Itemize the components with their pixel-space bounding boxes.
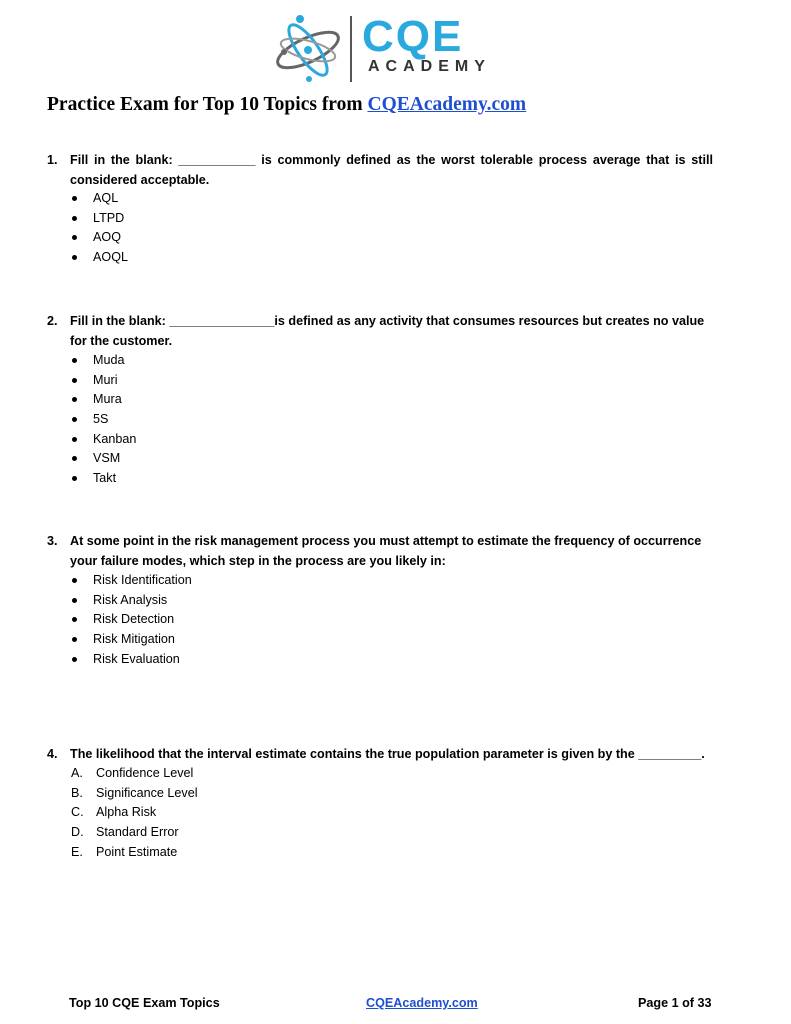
option[interactable]: 5S [69,410,136,430]
question-text-line-1: Fill in the blank: _______________is defined as any activity that consumes resources but creates no value [70,314,705,328]
option-label: Standard Error [96,825,179,840]
question-2-options [69,351,136,489]
option[interactable]: AQL [69,189,128,209]
question-2 [47,311,713,351]
option-letter: C. [71,805,84,820]
option[interactable]: Risk Identification [69,571,192,591]
footer-link[interactable]: CQEAcademy.com [366,996,478,1010]
option[interactable] [69,764,198,784]
question-number: 3. [47,534,58,548]
option[interactable]: Risk Detection [69,610,192,630]
option[interactable]: Risk Evaluation [69,650,192,670]
option-letter: A. [71,766,83,780]
question-4-options [69,764,198,862]
question-text-line-1: At some point in the risk management process you must attempt to estimate the frequency of occurrence [70,534,702,548]
option-letter: E. [71,844,83,859]
option[interactable]: Kanban [69,430,136,450]
footer-left: Top 10 CQE Exam Topics [69,996,220,1010]
option[interactable]: Mura [69,390,136,410]
option[interactable]: LTPD [69,209,128,229]
question-text-line-2: your failure modes, which step in the process are you likely in: [70,554,446,568]
question-text-line-2: for the customer. [70,334,173,348]
question-number: 4. [47,747,58,761]
option[interactable]: AOQL [69,248,128,268]
option[interactable] [69,843,198,863]
question-1 [47,150,713,190]
option[interactable]: Muri [69,371,136,391]
option[interactable] [69,803,198,823]
atom-icon [272,14,346,84]
cqe-academy-logo [272,12,491,84]
option-label: Alpha Risk [96,805,157,820]
option[interactable]: Muda [69,351,136,371]
question-number: 1. [47,153,58,167]
option-label: Point Estimate [96,844,178,859]
document-title [47,94,526,116]
title-link[interactable]: CQEAcademy.com [367,94,527,115]
question-number: 2. [47,314,58,328]
option-letter: D. [71,825,84,840]
option[interactable]: Takt [69,469,136,489]
question-3 [47,531,713,571]
option[interactable]: Risk Analysis [69,591,192,611]
option[interactable]: VSM [69,449,136,469]
option[interactable]: AOQ [69,228,128,248]
footer-page-number: Page 1 of 33 [638,996,712,1010]
question-3-options [69,571,192,669]
option-letter: B. [71,785,83,800]
question-1-options [69,189,128,268]
logo-subtitle: ACADEMY [368,58,491,75]
logo-wordmark: CQE [362,12,464,61]
title-text: Practice Exam for Top 10 Topics from [47,94,368,115]
question-text: Fill in the blank: ___________ is commonly defined as the worst tolerable process average that is still considered acceptable. [70,153,713,187]
question-4 [47,744,713,764]
option[interactable] [69,784,198,804]
option-label: Significance Level [96,785,198,800]
question-text: The likelihood that the interval estimate contains the true population parameter is given by the _________. [70,747,705,761]
logo-divider [350,16,352,82]
option[interactable]: Risk Mitigation [69,630,192,650]
option[interactable] [69,823,198,843]
option-label: Confidence Level [96,766,194,780]
